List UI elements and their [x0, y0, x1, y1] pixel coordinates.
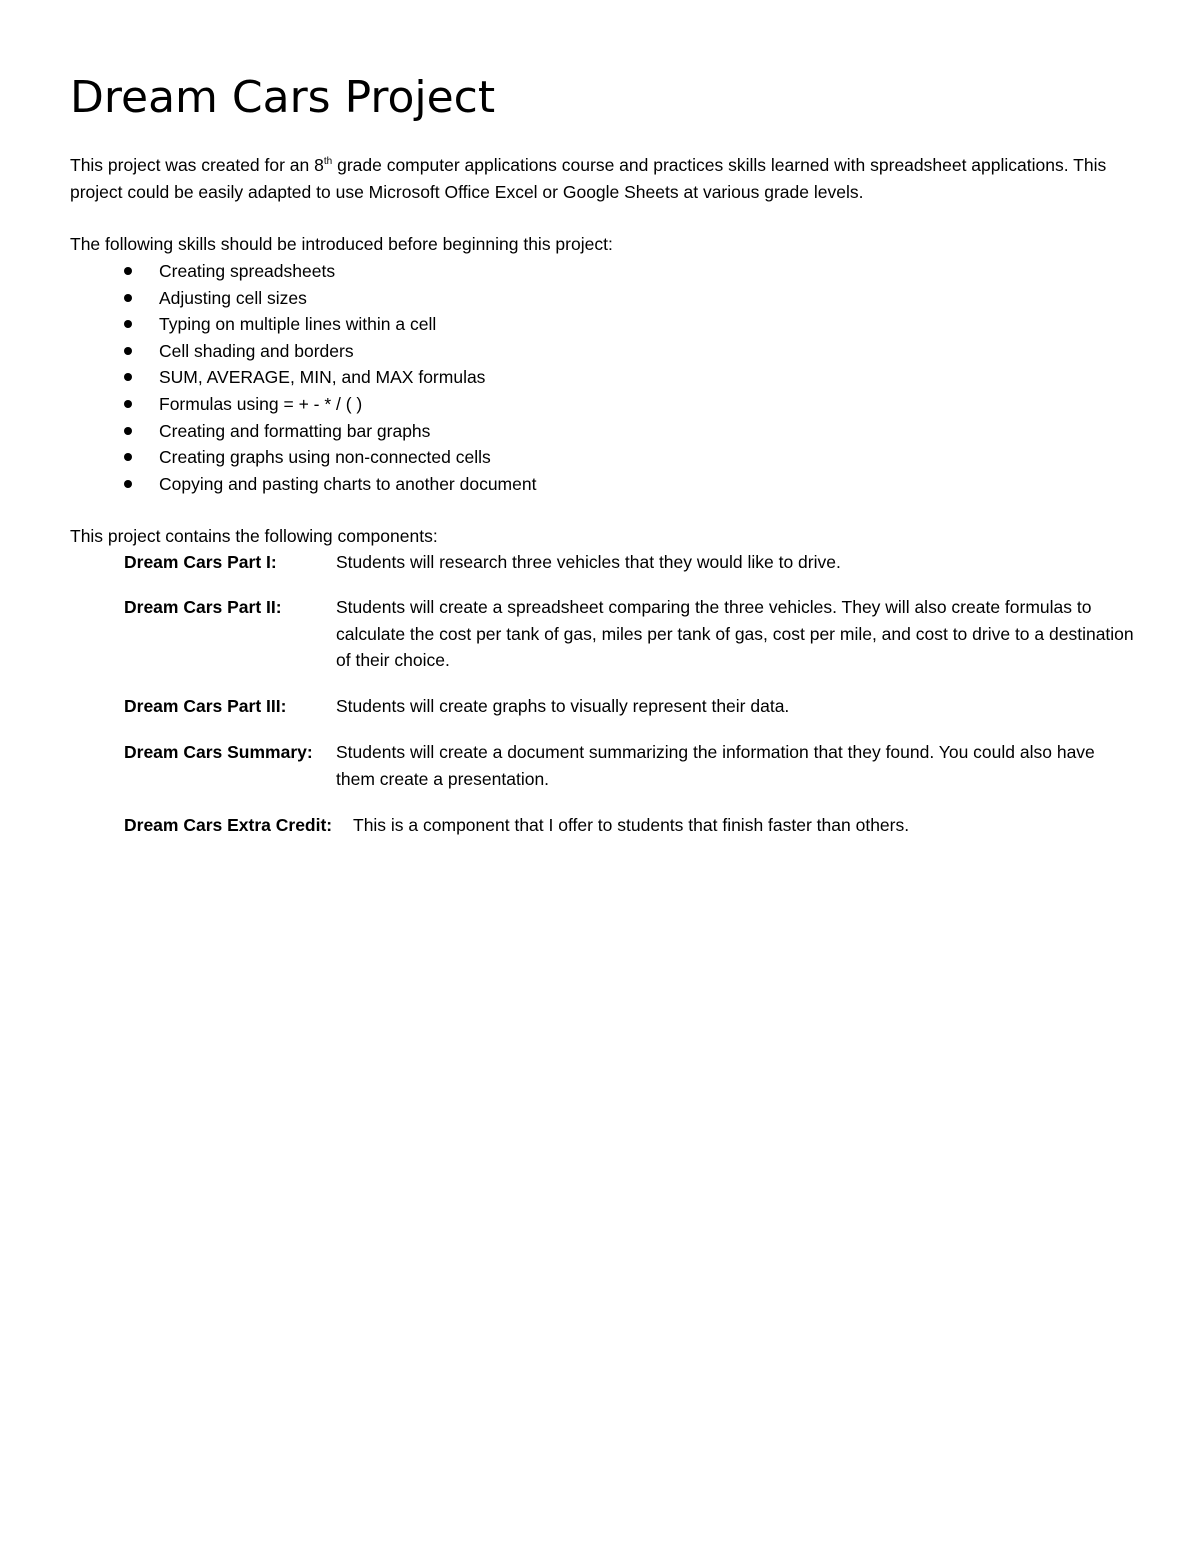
component-label: Dream Cars Part III:: [124, 696, 287, 716]
skill-item-label: Copying and pasting charts to another document: [159, 473, 537, 494]
components-heading: This project contains the following components:: [70, 526, 438, 546]
intro-ordinal-suffix: th: [323, 156, 333, 168]
bullet-icon: [124, 427, 132, 435]
bullet-icon: [124, 347, 132, 355]
skill-item: [70, 471, 536, 498]
component-description: Students will research three vehicles that they would like to drive.: [336, 552, 841, 572]
skill-item-label: Creating graphs using non-connected cells: [159, 447, 491, 468]
skill-item: [70, 364, 536, 391]
component-label: Dream Cars Part I:: [124, 552, 277, 572]
skill-item: [70, 418, 536, 445]
bullet-icon: [124, 267, 132, 275]
skill-item-label: Creating and formatting bar graphs: [159, 420, 431, 441]
component-label: Dream Cars Summary:: [124, 742, 313, 762]
bullet-icon: [124, 400, 132, 408]
skill-item-label: Typing on multiple lines within a cell: [159, 314, 437, 335]
component-description: Students will create a spreadsheet comparing the three vehicles. They will also create formulas to calculate the cost per tank of gas, miles per tank of gas, cost per mile, and cost to drive to a destination of their choice.: [336, 597, 1134, 670]
component-label: Dream Cars Part II:: [124, 597, 282, 617]
skill-item-label: Adjusting cell sizes: [159, 287, 307, 308]
skill-item-label: Creating spreadsheets: [159, 261, 336, 281]
bullet-icon: [124, 480, 132, 488]
bullet-icon: [124, 373, 132, 381]
skill-item: [70, 391, 536, 418]
skill-item-label: Cell shading and borders: [159, 340, 354, 361]
skill-item: [70, 444, 536, 471]
intro-text-start: This project was created for an 8: [70, 155, 324, 175]
bullet-icon: [124, 320, 132, 328]
intro-text-end: grade computer applications course and practices skills learned with spreadsheet applications. This project could be easily adapted to use Microsoft Office Excel or Google Sheets at various grade levels.: [70, 155, 1107, 202]
component-description: This is a component that I offer to students that finish faster than others.: [353, 815, 910, 835]
document-title: Dream Cars Project: [70, 72, 496, 123]
skill-item: [70, 285, 536, 312]
skill-item: [70, 258, 536, 285]
bullet-icon: [124, 294, 132, 302]
skills-list: [70, 258, 536, 497]
skills-heading: The following skills should be introduced before beginning this project:: [70, 234, 613, 254]
skill-item: [70, 338, 536, 365]
component-description: Students will create a document summarizing the information that they found. You could also have them create a presentation.: [336, 742, 1095, 789]
component-description: Students will create graphs to visually represent their data.: [336, 696, 790, 716]
skill-item: [70, 311, 536, 338]
component-label: Dream Cars Extra Credit:: [124, 815, 333, 835]
skill-item-label: SUM, AVERAGE, MIN, and MAX formulas: [159, 367, 486, 388]
bullet-icon: [124, 453, 132, 461]
intro-paragraph: [70, 152, 1140, 205]
skill-item-label: Formulas using = + - * / ( ): [159, 393, 363, 414]
